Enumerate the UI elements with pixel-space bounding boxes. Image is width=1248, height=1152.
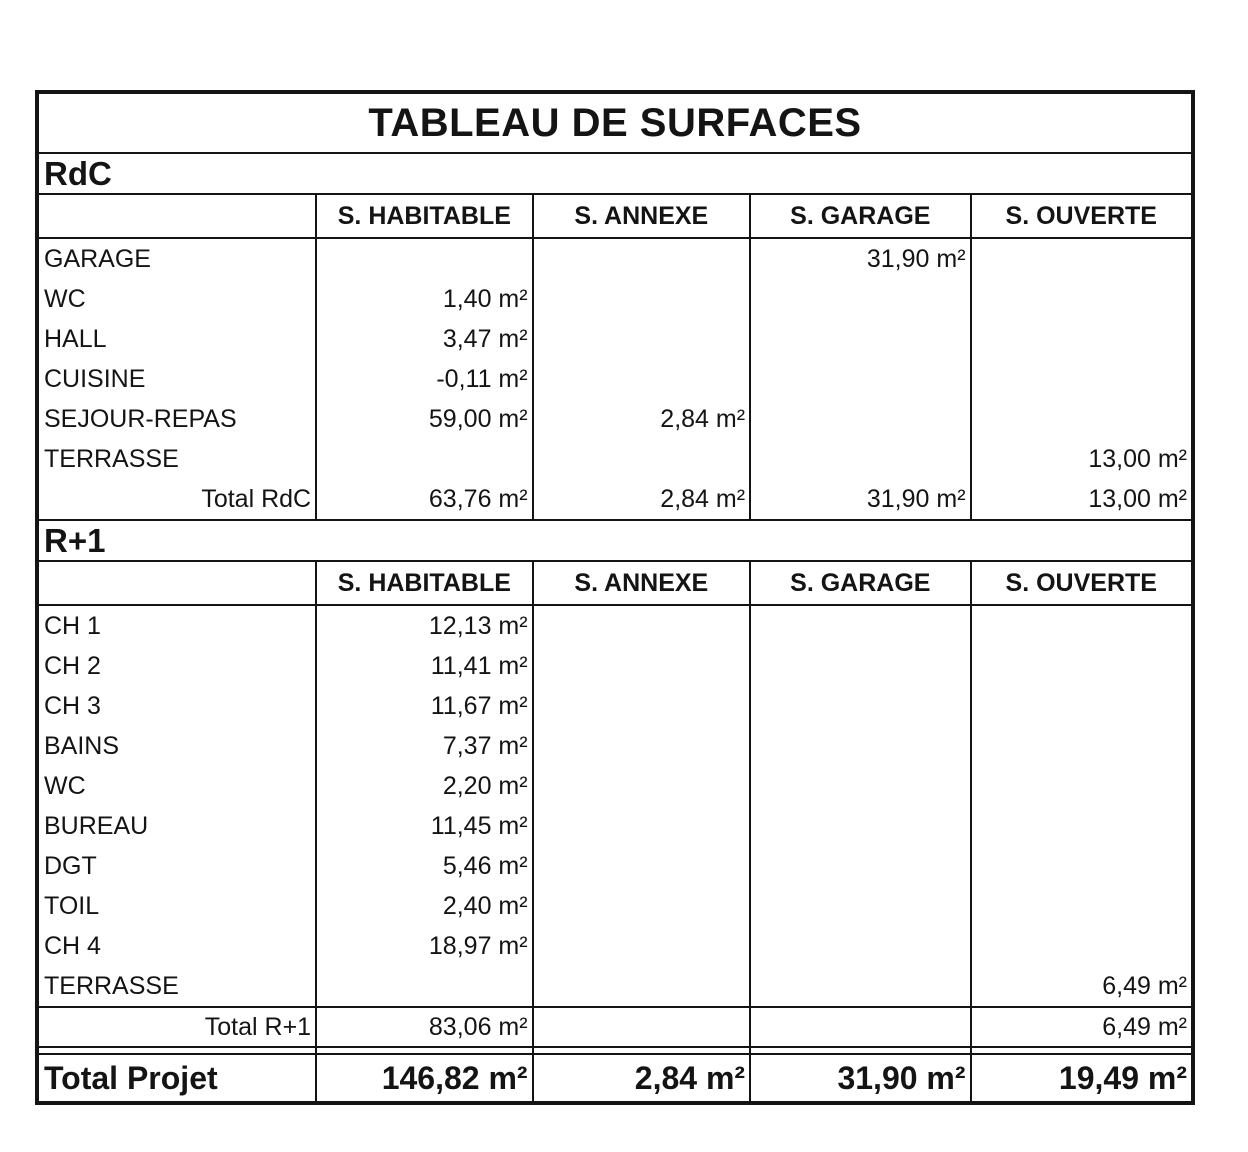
- value-cell: [970, 686, 1191, 726]
- gap-cell: [532, 1048, 749, 1053]
- total-value-cell: 83,06 m²: [315, 1008, 532, 1046]
- room-label: SEJOUR-REPAS: [44, 404, 237, 433]
- value-cell: [749, 886, 969, 926]
- room-label: CH 3: [44, 691, 101, 720]
- value-cell: [970, 606, 1191, 646]
- grand-total-row: [39, 1053, 1191, 1101]
- value-cell: [749, 766, 969, 806]
- value-cell: [532, 966, 749, 1006]
- room-label: HALL: [44, 324, 107, 353]
- table-row: [39, 846, 1191, 886]
- value-cell: [532, 359, 749, 399]
- value-cell: 11,67 m²: [315, 686, 532, 726]
- grand-total-value-cell: 2,84 m²: [532, 1055, 749, 1101]
- value-cell: [970, 806, 1191, 846]
- table-row: [39, 926, 1191, 966]
- value-cell: 1,40 m²: [315, 279, 532, 319]
- r1-header-garage: S. GARAGE: [749, 562, 969, 604]
- room-label: DGT: [44, 851, 97, 880]
- table-row: [39, 886, 1191, 926]
- value-cell: [532, 606, 749, 646]
- total-row-rdc: [39, 479, 1191, 521]
- total-value-cell: 2,84 m²: [532, 479, 749, 519]
- total-value-cell: 13,00 m²: [970, 479, 1191, 519]
- value-cell: [315, 239, 532, 279]
- table-row: [39, 806, 1191, 846]
- value-cell: [532, 766, 749, 806]
- value-cell: [749, 966, 969, 1006]
- room-label: CH 1: [44, 611, 101, 640]
- room-label: CUISINE: [44, 364, 146, 393]
- value-cell: [315, 439, 532, 479]
- table-row: [39, 646, 1191, 686]
- total-value-cell: [749, 1008, 969, 1046]
- value-cell: [749, 926, 969, 966]
- room-label: CH 4: [44, 931, 101, 960]
- rdc-header-ouverte: S. OUVERTE: [970, 195, 1191, 237]
- value-cell: [749, 646, 969, 686]
- value-cell: [970, 846, 1191, 886]
- rdc-header-annexe: S. ANNEXE: [532, 195, 749, 237]
- value-cell: [315, 966, 532, 1006]
- value-cell: [532, 239, 749, 279]
- value-cell: [970, 239, 1191, 279]
- r1-header-row: [39, 562, 1191, 606]
- r1-header-empty: [39, 562, 315, 604]
- value-cell: [970, 646, 1191, 686]
- table-row: [39, 686, 1191, 726]
- value-cell: [970, 359, 1191, 399]
- value-cell: 2,20 m²: [315, 766, 532, 806]
- value-cell: [970, 886, 1191, 926]
- gap-cell: [970, 1048, 1191, 1053]
- gap-cell: [749, 1048, 969, 1053]
- value-cell: [532, 926, 749, 966]
- r1-header-ouverte: S. OUVERTE: [970, 562, 1191, 604]
- value-cell: 12,13 m²: [315, 606, 532, 646]
- value-cell: [749, 359, 969, 399]
- value-cell: 11,41 m²: [315, 646, 532, 686]
- total-value-cell: 63,76 m²: [315, 479, 532, 519]
- rdc-header-empty: [39, 195, 315, 237]
- value-cell: [532, 319, 749, 359]
- rdc-header-habitable: S. HABITABLE: [315, 195, 532, 237]
- grand-total-value-cell: 31,90 m²: [749, 1055, 969, 1101]
- value-cell: [749, 399, 969, 439]
- value-cell: 11,45 m²: [315, 806, 532, 846]
- value-cell: [532, 686, 749, 726]
- value-cell: [970, 726, 1191, 766]
- r1-header-annexe: S. ANNEXE: [532, 562, 749, 604]
- table-title: TABLEAU DE SURFACES: [39, 94, 1191, 154]
- rdc-header-garage: S. GARAGE: [749, 195, 969, 237]
- value-cell: 5,46 m²: [315, 846, 532, 886]
- room-label: GARAGE: [44, 244, 151, 273]
- room-label: BUREAU: [44, 811, 149, 840]
- total-label: Total RdC: [201, 484, 312, 513]
- room-label: TERRASSE: [44, 444, 179, 473]
- table-row: [39, 439, 1191, 479]
- section-label-r1: R+1: [39, 521, 1191, 562]
- value-cell: [532, 279, 749, 319]
- value-cell: 59,00 m²: [315, 399, 532, 439]
- surface-table: [35, 90, 1195, 1105]
- value-cell: [749, 806, 969, 846]
- table-row: [39, 319, 1191, 359]
- value-cell: [532, 806, 749, 846]
- value-cell: [532, 886, 749, 926]
- value-cell: [970, 766, 1191, 806]
- value-cell: 7,37 m²: [315, 726, 532, 766]
- rdc-header-row: [39, 195, 1191, 239]
- grand-total-label: Total Projet: [44, 1059, 218, 1096]
- table-row: [39, 606, 1191, 646]
- gap-cell: [315, 1048, 532, 1053]
- value-cell: -0,11 m²: [315, 359, 532, 399]
- value-cell: [749, 686, 969, 726]
- table-row: [39, 359, 1191, 399]
- value-cell: [532, 646, 749, 686]
- value-cell: [532, 846, 749, 886]
- value-cell: 31,90 m²: [749, 239, 969, 279]
- value-cell: [970, 399, 1191, 439]
- value-cell: 6,49 m²: [970, 966, 1191, 1006]
- room-label: TERRASSE: [44, 971, 179, 1000]
- r1-header-habitable: S. HABITABLE: [315, 562, 532, 604]
- value-cell: [970, 319, 1191, 359]
- table-row: [39, 399, 1191, 439]
- table-row: [39, 279, 1191, 319]
- grand-total-value-cell: 19,49 m²: [970, 1055, 1191, 1101]
- value-cell: 3,47 m²: [315, 319, 532, 359]
- value-cell: [749, 846, 969, 886]
- value-cell: [532, 726, 749, 766]
- value-cell: [749, 319, 969, 359]
- value-cell: 2,84 m²: [532, 399, 749, 439]
- table-row: [39, 766, 1191, 806]
- value-cell: [532, 439, 749, 479]
- total-row-r1: [39, 1006, 1191, 1048]
- table-row: [39, 726, 1191, 766]
- table-row: [39, 966, 1191, 1006]
- value-cell: 13,00 m²: [970, 439, 1191, 479]
- table-row: [39, 239, 1191, 279]
- value-cell: 2,40 m²: [315, 886, 532, 926]
- total-value-cell: [532, 1008, 749, 1046]
- value-cell: [970, 926, 1191, 966]
- section-label-rdc: RdC: [39, 154, 1191, 195]
- room-label: CH 2: [44, 651, 101, 680]
- grand-total-value-cell: 146,82 m²: [315, 1055, 532, 1101]
- room-label: WC: [44, 284, 86, 313]
- room-label: TOIL: [44, 891, 100, 920]
- value-cell: 18,97 m²: [315, 926, 532, 966]
- value-cell: [749, 279, 969, 319]
- value-cell: [749, 606, 969, 646]
- double-line-gap: [39, 1048, 1191, 1053]
- room-label: WC: [44, 771, 86, 800]
- total-value-cell: 31,90 m²: [749, 479, 969, 519]
- value-cell: [749, 439, 969, 479]
- value-cell: [749, 726, 969, 766]
- value-cell: [970, 279, 1191, 319]
- gap-cell: [39, 1048, 315, 1053]
- room-label: BAINS: [44, 731, 120, 760]
- total-label: Total R+1: [204, 1012, 312, 1041]
- total-value-cell: 6,49 m²: [970, 1008, 1191, 1046]
